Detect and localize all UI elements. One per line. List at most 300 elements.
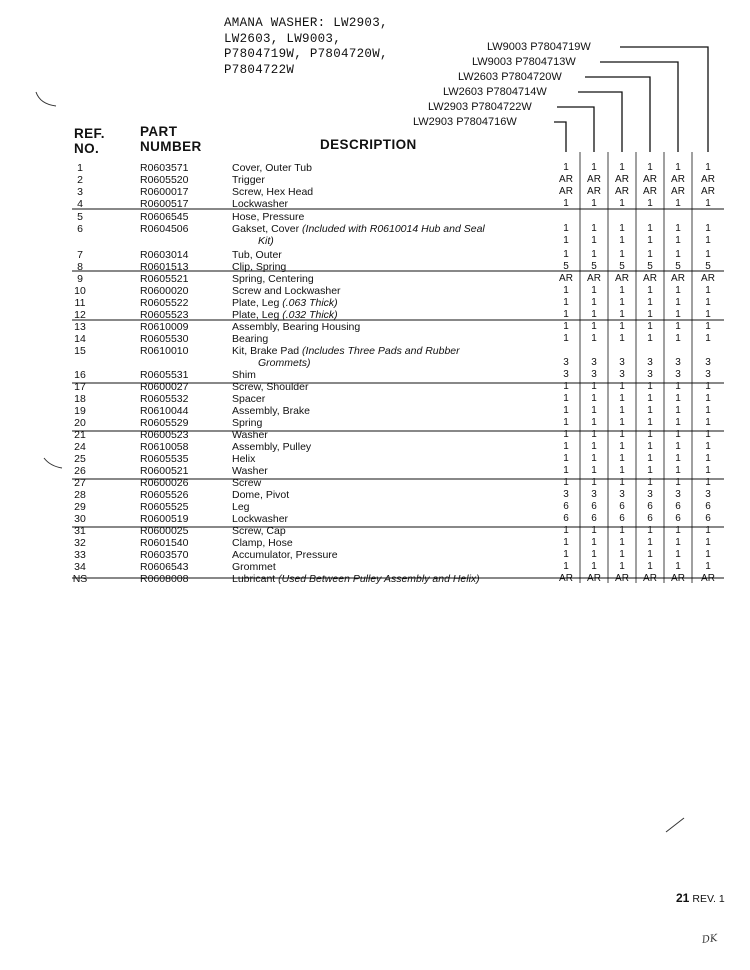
part-number: R0608008 bbox=[140, 573, 189, 585]
title-line: P7804722W bbox=[224, 62, 295, 77]
quantity-cell: 1 bbox=[647, 429, 653, 440]
quantity-cell: 3 bbox=[619, 357, 625, 368]
model-leader-line bbox=[585, 77, 650, 152]
quantity-cell: 1 bbox=[619, 453, 625, 464]
quantity-cell: 1 bbox=[563, 477, 569, 488]
quantity-cell: 1 bbox=[647, 537, 653, 548]
part-number: R0605526 bbox=[140, 489, 189, 501]
description-text: Helix bbox=[232, 453, 256, 465]
description-text: Spacer bbox=[232, 393, 266, 405]
scan-marks bbox=[36, 92, 684, 832]
quantity-cell: AR bbox=[643, 273, 657, 284]
description-column-header: DESCRIPTION bbox=[320, 137, 417, 152]
description-text: Assembly, Pulley bbox=[232, 441, 312, 453]
quantity-cell: 1 bbox=[675, 309, 681, 320]
quantity-cell: 1 bbox=[647, 525, 653, 536]
quantity-cell: 1 bbox=[563, 297, 569, 308]
quantity-cell: 1 bbox=[563, 393, 569, 404]
quantity-cell: 1 bbox=[619, 417, 625, 428]
model-leader-line bbox=[620, 47, 708, 152]
part-number: R0600020 bbox=[140, 285, 189, 297]
quantity-cell: 3 bbox=[647, 357, 653, 368]
quantity-cell: 3 bbox=[591, 489, 597, 500]
quantity-cell: 1 bbox=[647, 561, 653, 572]
scan-mark bbox=[36, 92, 56, 106]
ref-number: 9 bbox=[77, 273, 83, 285]
part-number: R0605529 bbox=[140, 417, 189, 429]
quantity-cell: 1 bbox=[705, 198, 711, 209]
description-text: Dome, Pivot bbox=[232, 489, 290, 501]
part-number: R0603570 bbox=[140, 549, 189, 561]
description-text: Clamp, Hose bbox=[232, 537, 293, 549]
quantity-cell: 1 bbox=[619, 537, 625, 548]
ref-number: NS bbox=[72, 573, 88, 585]
quantity-cell: AR bbox=[559, 573, 573, 584]
quantity-cell: 1 bbox=[675, 405, 681, 416]
quantity-cell: 1 bbox=[619, 477, 625, 488]
ref-number: 21 bbox=[74, 429, 86, 441]
ref-number: 25 bbox=[74, 453, 86, 465]
quantity-cell: AR bbox=[615, 273, 629, 284]
part-number: R0610044 bbox=[140, 405, 189, 417]
quantity-cell: 1 bbox=[675, 549, 681, 560]
quantity-cell: AR bbox=[643, 186, 657, 197]
description-text: Plate, Leg bbox=[232, 297, 280, 309]
quantity-cell: AR bbox=[701, 186, 715, 197]
quantity-cell: 1 bbox=[591, 249, 597, 260]
description-note: (Included with R0610014 Hub and Seal bbox=[302, 223, 485, 235]
quantity-cell: 1 bbox=[647, 465, 653, 476]
quantity-cell: 1 bbox=[563, 465, 569, 476]
ref-number: 29 bbox=[74, 501, 86, 513]
quantity-cell: 1 bbox=[591, 381, 597, 392]
quantity-cell: AR bbox=[615, 573, 629, 584]
ref-number: 7 bbox=[77, 249, 83, 261]
quantity-cell: AR bbox=[615, 186, 629, 197]
part-number: R0600523 bbox=[140, 429, 189, 441]
quantity-cell: AR bbox=[559, 186, 573, 197]
quantity-cell: 1 bbox=[591, 297, 597, 308]
quantity-cell: 1 bbox=[647, 405, 653, 416]
quantity-cell: 1 bbox=[591, 525, 597, 536]
quantity-cell: 6 bbox=[619, 513, 625, 524]
quantity-cell: 1 bbox=[563, 525, 569, 536]
quantity-cell: 1 bbox=[705, 321, 711, 332]
ref-number: 30 bbox=[74, 513, 86, 525]
quantity-cell: AR bbox=[615, 174, 629, 185]
model-leader-line bbox=[578, 92, 622, 152]
quantity-cell: 1 bbox=[675, 333, 681, 344]
quantity-cell: 5 bbox=[705, 261, 711, 272]
quantity-cell: 1 bbox=[591, 561, 597, 572]
ref-number: 31 bbox=[74, 525, 86, 537]
description-text: Spring, Centering bbox=[232, 273, 314, 285]
quantity-cell: 1 bbox=[563, 223, 569, 234]
quantity-cell: 1 bbox=[705, 235, 711, 246]
quantity-cell: 1 bbox=[675, 453, 681, 464]
quantity-cell: 1 bbox=[563, 249, 569, 260]
part-header-line: NUMBER bbox=[140, 139, 202, 154]
model-key-2: LW2903 P7804722W bbox=[428, 101, 532, 113]
quantity-cell: 1 bbox=[705, 223, 711, 234]
part-number: R0610058 bbox=[140, 441, 189, 453]
quantity-cell: 3 bbox=[675, 489, 681, 500]
part-number: R0605521 bbox=[140, 273, 189, 285]
description-text: Washer bbox=[232, 465, 268, 477]
description-text: Screw and Lockwasher bbox=[232, 285, 341, 297]
quantity-cell: 6 bbox=[675, 513, 681, 524]
quantity-cell: 5 bbox=[563, 261, 569, 272]
description-note: (.063 Thick) bbox=[282, 297, 338, 309]
quantity-cell: 6 bbox=[705, 501, 711, 512]
quantity-cell: 1 bbox=[647, 198, 653, 209]
part-number: R0604506 bbox=[140, 223, 189, 235]
ref-number: 17 bbox=[74, 381, 86, 393]
model-key-4: LW2603 P7804720W bbox=[458, 71, 562, 83]
quantity-cell: 1 bbox=[563, 381, 569, 392]
quantity-cell: 1 bbox=[705, 285, 711, 296]
quantity-cell: 3 bbox=[619, 369, 625, 380]
description-note: (Used Between Pulley Assembly and Helix) bbox=[278, 573, 480, 585]
quantity-cell: 3 bbox=[675, 369, 681, 380]
quantity-cell: 1 bbox=[705, 162, 711, 173]
quantity-cell: 1 bbox=[705, 549, 711, 560]
quantity-cell: 1 bbox=[619, 465, 625, 476]
quantity-cell: 1 bbox=[619, 405, 625, 416]
part-number: R0610010 bbox=[140, 345, 189, 357]
part-number: R0605532 bbox=[140, 393, 189, 405]
part-number: R0603014 bbox=[140, 249, 189, 261]
quantity-cell: 1 bbox=[563, 162, 569, 173]
description-note: Grommets) bbox=[258, 357, 311, 369]
quantity-cell: 1 bbox=[591, 285, 597, 296]
quantity-cell: 1 bbox=[619, 285, 625, 296]
model-leader-line bbox=[557, 107, 594, 152]
ref-number: 28 bbox=[74, 489, 86, 501]
quantity-cell: 1 bbox=[675, 223, 681, 234]
quantity-cell: 1 bbox=[591, 477, 597, 488]
model-key-5: LW9003 P7804713W bbox=[472, 56, 576, 68]
description-note: (Includes Three Pads and Rubber bbox=[302, 345, 460, 357]
description-text: Screw, Cap bbox=[232, 525, 286, 537]
part-number: R0600027 bbox=[140, 381, 189, 393]
quantity-cell: 1 bbox=[591, 333, 597, 344]
page-number-value: 21 bbox=[676, 891, 690, 905]
ref-number: 27 bbox=[74, 477, 86, 489]
quantity-cell: 1 bbox=[591, 549, 597, 560]
quantity-cell: 1 bbox=[647, 333, 653, 344]
ref-number: 3 bbox=[77, 186, 83, 198]
quantity-cell: 1 bbox=[675, 537, 681, 548]
quantity-cell: 1 bbox=[705, 249, 711, 260]
ref-number: 13 bbox=[74, 321, 86, 333]
quantity-cell: 6 bbox=[563, 513, 569, 524]
quantity-cell: 1 bbox=[647, 297, 653, 308]
ref-number: 1 bbox=[77, 162, 83, 174]
description-text: Leg bbox=[232, 501, 250, 513]
description-text: Clip, Spring bbox=[232, 261, 287, 273]
quantity-cell: 6 bbox=[705, 513, 711, 524]
quantity-cell: 3 bbox=[705, 357, 711, 368]
quantity-cell: 6 bbox=[619, 501, 625, 512]
description-text: Lockwasher bbox=[232, 198, 289, 210]
description-text: Grommet bbox=[232, 561, 276, 573]
quantity-cell: 1 bbox=[675, 285, 681, 296]
quantity-cell: 3 bbox=[675, 357, 681, 368]
quantity-cell: 1 bbox=[619, 333, 625, 344]
quantity-cell: 1 bbox=[563, 405, 569, 416]
ref-number: 2 bbox=[77, 174, 83, 186]
quantity-cell: 1 bbox=[675, 249, 681, 260]
description-text: Lubricant bbox=[232, 573, 276, 585]
description-text: Gakset, Cover bbox=[232, 223, 300, 235]
description-text: Assembly, Bearing Housing bbox=[232, 321, 361, 333]
quantity-cell: 1 bbox=[619, 235, 625, 246]
quantity-cell: AR bbox=[559, 174, 573, 185]
description-text: Washer bbox=[232, 429, 268, 441]
quantity-cell: 1 bbox=[705, 417, 711, 428]
quantity-cell: 1 bbox=[591, 393, 597, 404]
quantity-cell: 1 bbox=[705, 333, 711, 344]
description-text: Tub, Outer bbox=[232, 249, 282, 261]
quantity-cell: 1 bbox=[647, 249, 653, 260]
quantity-cell: 3 bbox=[705, 489, 711, 500]
quantity-cell: 1 bbox=[705, 309, 711, 320]
quantity-cell: AR bbox=[671, 174, 685, 185]
part-number: R0600517 bbox=[140, 198, 189, 210]
part-number: R0606545 bbox=[140, 211, 189, 223]
quantity-cell: 1 bbox=[591, 405, 597, 416]
part-number: R0600521 bbox=[140, 465, 189, 477]
quantity-cell: 1 bbox=[591, 198, 597, 209]
quantity-cell: 1 bbox=[705, 381, 711, 392]
page-number bbox=[676, 891, 725, 905]
part-number: R0605530 bbox=[140, 333, 189, 345]
quantity-cell: 1 bbox=[675, 417, 681, 428]
quantity-cell: 1 bbox=[591, 429, 597, 440]
ref-number: 16 bbox=[74, 369, 86, 381]
quantity-cell: 1 bbox=[563, 333, 569, 344]
quantity-cell: 3 bbox=[563, 489, 569, 500]
quantity-cell: 1 bbox=[705, 441, 711, 452]
description-text: Shim bbox=[232, 369, 256, 381]
quantity-cell: 1 bbox=[675, 465, 681, 476]
quantity-cell: 1 bbox=[591, 235, 597, 246]
title-line: AMANA WASHER: LW2903, bbox=[224, 16, 388, 30]
ref-number: 18 bbox=[74, 393, 86, 405]
quantity-cell: 1 bbox=[619, 381, 625, 392]
quantity-cell: 1 bbox=[619, 249, 625, 260]
quantity-cell: 1 bbox=[619, 309, 625, 320]
quantity-cell: 1 bbox=[591, 309, 597, 320]
model-leader-line bbox=[554, 122, 566, 152]
quantity-cell: 1 bbox=[647, 453, 653, 464]
model-leader-line bbox=[600, 62, 678, 152]
scan-mark bbox=[44, 458, 62, 468]
quantity-cell: 1 bbox=[705, 429, 711, 440]
quantity-cell: 1 bbox=[563, 441, 569, 452]
part-number: R0605531 bbox=[140, 369, 189, 381]
ref-number: 24 bbox=[74, 441, 86, 453]
description-text: Kit, Brake Pad bbox=[232, 345, 300, 357]
quantity-cell: 1 bbox=[647, 223, 653, 234]
description-text: Assembly, Brake bbox=[232, 405, 310, 417]
part-number: R0605522 bbox=[140, 297, 189, 309]
quantity-cell: 1 bbox=[647, 381, 653, 392]
quantity-cell: 1 bbox=[705, 465, 711, 476]
handwritten-initials: DK bbox=[701, 932, 719, 947]
quantity-cell: 1 bbox=[591, 453, 597, 464]
quantity-cell: 5 bbox=[675, 261, 681, 272]
quantity-cell: 1 bbox=[675, 235, 681, 246]
description-note: (.032 Thick) bbox=[282, 309, 338, 321]
quantity-cell: 1 bbox=[591, 223, 597, 234]
quantity-cell: 6 bbox=[563, 501, 569, 512]
ref-number: 4 bbox=[77, 198, 83, 210]
quantity-cell: AR bbox=[671, 186, 685, 197]
part-header-line: PART bbox=[140, 124, 178, 139]
ref-number: 19 bbox=[74, 405, 86, 417]
quantity-cell: 1 bbox=[675, 297, 681, 308]
quantity-cell: 1 bbox=[647, 477, 653, 488]
description-text: Screw bbox=[232, 477, 262, 489]
ref-number: 14 bbox=[74, 333, 86, 345]
quantity-cell: AR bbox=[587, 573, 601, 584]
quantity-cell: 1 bbox=[563, 321, 569, 332]
quantity-cell: 3 bbox=[591, 369, 597, 380]
ref-number: 10 bbox=[74, 285, 86, 297]
model-key-6: LW9003 P7804719W bbox=[487, 41, 591, 53]
model-key-3: LW2603 P7804714W bbox=[443, 86, 547, 98]
description-text: Trigger bbox=[232, 174, 265, 186]
part-number: R0600519 bbox=[140, 513, 189, 525]
quantity-cell: 1 bbox=[647, 285, 653, 296]
quantity-cell: 6 bbox=[647, 513, 653, 524]
quantity-cell: 1 bbox=[563, 549, 569, 560]
quantity-cell: 1 bbox=[619, 429, 625, 440]
part-number: R0603571 bbox=[140, 162, 189, 174]
ref-header-line: REF. bbox=[74, 126, 105, 141]
quantity-cell: AR bbox=[587, 273, 601, 284]
quantity-cell: 3 bbox=[647, 369, 653, 380]
part-number: R0605520 bbox=[140, 174, 189, 186]
quantity-cell: 1 bbox=[591, 162, 597, 173]
quantity-cell: 1 bbox=[619, 297, 625, 308]
quantity-cell: 3 bbox=[563, 369, 569, 380]
ref-number: 33 bbox=[74, 549, 86, 561]
part-number: R0601513 bbox=[140, 261, 189, 273]
quantity-cell: 1 bbox=[591, 537, 597, 548]
description-text: Accumulator, Pressure bbox=[232, 549, 338, 561]
quantity-cell: 1 bbox=[591, 417, 597, 428]
quantity-cell: 1 bbox=[705, 537, 711, 548]
ref-number: 5 bbox=[77, 211, 83, 223]
quantity-cell: 1 bbox=[647, 441, 653, 452]
quantity-cell: 1 bbox=[563, 198, 569, 209]
quantity-cell: 1 bbox=[675, 429, 681, 440]
quantity-cell: 1 bbox=[675, 525, 681, 536]
part-number: R0605523 bbox=[140, 309, 189, 321]
quantity-cell: AR bbox=[587, 174, 601, 185]
quantity-cell: AR bbox=[701, 273, 715, 284]
quantity-cell: 1 bbox=[563, 417, 569, 428]
description-text: Screw, Shoulder bbox=[232, 381, 309, 393]
quantity-cell: 3 bbox=[647, 489, 653, 500]
quantity-cell: 1 bbox=[675, 381, 681, 392]
part-number: R0600026 bbox=[140, 477, 189, 489]
model-key-1: LW2903 P7804716W bbox=[413, 116, 517, 128]
quantity-cell: 3 bbox=[619, 489, 625, 500]
part-number: R0600017 bbox=[140, 186, 189, 198]
title-line: P7804719W, P7804720W, bbox=[224, 47, 388, 61]
quantity-cell: 1 bbox=[705, 453, 711, 464]
quantity-cell: 1 bbox=[705, 297, 711, 308]
quantity-cell: 5 bbox=[619, 261, 625, 272]
quantity-cell: 1 bbox=[647, 393, 653, 404]
quantity-cell: AR bbox=[701, 573, 715, 584]
description-text: Plate, Leg bbox=[232, 309, 280, 321]
part-number: R0605525 bbox=[140, 501, 189, 513]
ref-number: 8 bbox=[77, 261, 83, 273]
description-text: Screw, Hex Head bbox=[232, 186, 314, 198]
quantity-cell: 1 bbox=[619, 321, 625, 332]
quantity-cell: 1 bbox=[563, 429, 569, 440]
ref-number: 20 bbox=[74, 417, 86, 429]
quantity-cell: 5 bbox=[647, 261, 653, 272]
quantity-cell: 1 bbox=[563, 235, 569, 246]
description-text: Cover, Outer Tub bbox=[232, 162, 312, 174]
quantity-cell: 1 bbox=[675, 561, 681, 572]
revision-label: REV. 1 bbox=[692, 893, 725, 905]
quantity-cell: 1 bbox=[647, 309, 653, 320]
quantity-cell: 1 bbox=[591, 321, 597, 332]
ref-number: 26 bbox=[74, 465, 86, 477]
quantity-cell: 1 bbox=[563, 561, 569, 572]
quantity-cell: 1 bbox=[619, 549, 625, 560]
ref-header-line: NO. bbox=[74, 141, 100, 156]
ref-number: 6 bbox=[77, 223, 83, 235]
quantity-cell: AR bbox=[671, 573, 685, 584]
quantity-cell: 1 bbox=[619, 198, 625, 209]
scan-mark bbox=[666, 818, 684, 832]
quantity-cell: 1 bbox=[675, 198, 681, 209]
ref-number: 11 bbox=[74, 297, 86, 309]
quantity-cell: 1 bbox=[647, 417, 653, 428]
part-number: R0610009 bbox=[140, 321, 189, 333]
quantity-cell: 6 bbox=[647, 501, 653, 512]
quantity-cell: AR bbox=[671, 273, 685, 284]
quantity-cell: 1 bbox=[675, 393, 681, 404]
quantity-cell: 5 bbox=[591, 261, 597, 272]
quantity-cell: 1 bbox=[591, 441, 597, 452]
description-text: Hose, Pressure bbox=[232, 211, 305, 223]
quantity-cell: 6 bbox=[675, 501, 681, 512]
quantity-cell: 1 bbox=[705, 477, 711, 488]
quantity-cell: AR bbox=[587, 186, 601, 197]
quantity-cell: 1 bbox=[705, 525, 711, 536]
quantity-cell: AR bbox=[559, 273, 573, 284]
quantity-cell: 1 bbox=[675, 477, 681, 488]
description-note: Kit) bbox=[258, 235, 274, 247]
quantity-cell: 3 bbox=[563, 357, 569, 368]
ref-number: 34 bbox=[74, 561, 86, 573]
quantity-cell: 6 bbox=[591, 513, 597, 524]
quantity-cell: 1 bbox=[563, 453, 569, 464]
quantity-cell: 1 bbox=[705, 393, 711, 404]
quantity-cell: 1 bbox=[619, 393, 625, 404]
quantity-cell: 1 bbox=[619, 525, 625, 536]
quantity-cell: 1 bbox=[619, 561, 625, 572]
